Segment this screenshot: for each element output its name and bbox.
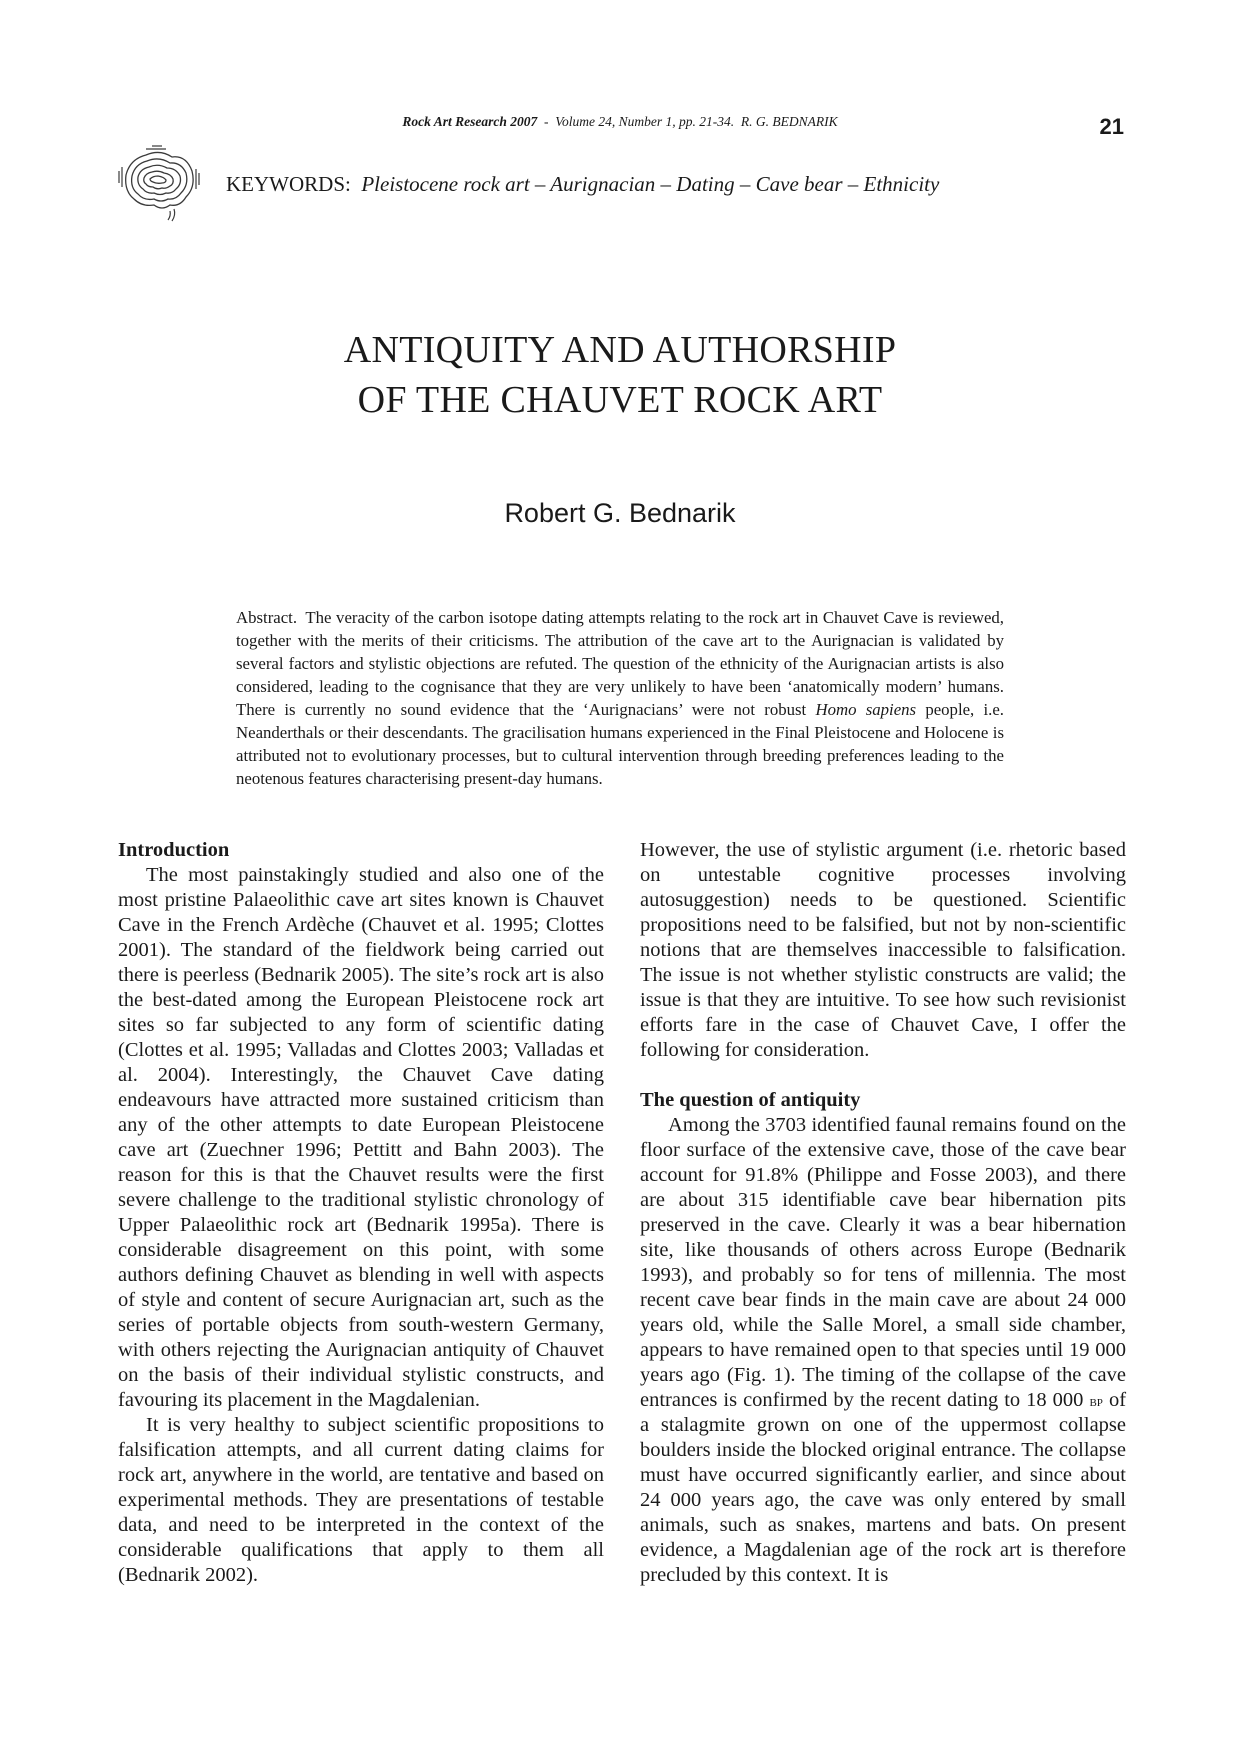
antiquity-text-1: Among the 3703 identified faunal remains found on the floor surface of the extensive cave, those of the cave bear account for 91.8% (Philippe and Fosse 2003), and there are about 315 identifiable cave bear hibernation pits preserved in the cave. Clearly it was a bear hibernation site, like thousands of others across Europe (Bednarik 1993), and probably so for tens of millennia. The most recent cave bear finds in the main cave are about 24 000 years old, while the Salle Morel, a small side chamber, appears to have remained open to that species until 19 000 years ago (Fig. 1). The timing of the collapse of the cave entrances is confirmed by the recent dating to 18 000 [640,1114,1126,1411]
abstract-text-2: people, i.e. Neanderthals or their descendants. The gracilisation humans experienced in the Final Pleistocene and Holocene is attributed not to evolutionary processes, but to cultural intervention through breeding preferences leading to the neotenous features characterising present-day humans. [236,700,1005,788]
abstract-label: Abstract. [236,608,298,627]
journal-name: Rock Art Research [402,114,507,129]
bp-abbreviation: bp [1089,1391,1103,1410]
running-head [0,114,1240,130]
left-column [118,838,604,1588]
running-head-separator: - [544,114,549,129]
article-title [0,325,1240,425]
journal-citation: Volume 24, Number 1, pp. 21-34. [555,114,735,129]
keywords-list: Pleistocene rock art – Aurignacian – Dating – Cave bear – Ethnicity [361,172,940,196]
introduction-paragraph-2: It is very healthy to subject scientific propositions to falsification attempts, and all current dating claims for rock art, anywhere in the world, are tentative and based on experimental methods. They are presentations of testable data, and need to be interpreted in the context of the considerable qualifications that apply to them all (Bednarik 2002). [118,1414,604,1586]
abstract-text-1: The veracity of the carbon isotope dating attempts relating to the rock art in Chauvet Cave is reviewed, together with the merits of their criticisms. The attribution of the cave art to the Aurignacian is validated by several factors and stylistic objections are refuted. The question of the ethnicity of the Aurignacian artists is also considered, leading to the cognisance that they are very unlikely to have been ‘anatomically modern’ humans. There is currently no sound evidence that the ‘Aurignacians’ were not robust [236,608,1004,719]
abstract [236,606,1004,790]
keywords-line [226,172,939,197]
journal-logo-icon [116,145,200,223]
journal-year: 2007 [510,114,538,129]
introduction-paragraph-1: The most painstakingly studied and also one of the most pristine Palaeolithic cave art sites known is Chauvet Cave in the French Ardèche (Chauvet et al. 1995; Clottes 2001). The standard of the fieldwork being carried out there is peerless (Bednarik 2005). The site’s rock art is also the best-dated among the European Pleistocene rock art sites so far subjected to any form of scientific dating (Clottes et al. 1995; Valladas and Clottes 2003; Valladas et al. 2004). Interestingly, the Chauvet Cave dating endeavours have attracted more sustained criticism than any of the other attempts to date European Pleistocene cave art (Zuechner 1996; Pettitt and Bahn 2003). The reason for this is that the Chauvet results were the first severe challenge to the traditional stylistic chronology of Upper Palaeolithic rock art (Bednarik 1995a). There is considerable disagreement on this point, with some authors defining Chauvet as blending in well with aspects of style and content of secure Aurignacian art, such as the series of portable objects from south-western Germany, with others rejecting the Aurignacian antiquity of Chauvet on the basis of their individual stylistic constructs, and favouring its placement in the Magdalenian. [118,864,604,1411]
antiquity-paragraph-1 [640,1113,1126,1588]
page-number: 21 [1099,114,1124,139]
introduction-paragraph-3: However, the use of stylistic argument (i.e. rhetoric based on untestable cognitive processes involving autosuggestion) needs to be questioned. Scientific propositions need to be falsified, but not by non-scientific notions that are themselves inaccessible to falsification. The issue is not whether stylistic constructs are valid; the issue is that they are intuitive. To see how such revisionist efforts fare in the case of Chauvet Cave, I offer the following for consideration. [640,839,1126,1061]
abstract-italic-term: Homo sapiens [815,700,917,719]
article-title-line-2: OF THE CHAUVET ROCK ART [357,379,883,421]
antiquity-text-2: of a stalagmite grown on one of the uppermost collapse boulders inside the blocked original entrance. The collapse must have occurred significantly earlier, and since about 24 000 years ago, the cave was only entered by small animals, such as snakes, martens and bats. On present evidence, a Magdalenian age of the rock art is therefore precluded by this context. It is [640,1389,1127,1586]
section-heading-introduction: Introduction [118,839,230,861]
article-author: Robert G. Bednarik [504,498,736,528]
section-heading-antiquity: The question of antiquity [640,1089,861,1111]
keywords-label: KEYWORDS: [226,172,351,196]
running-head-author: R. G. BEDNARIK [740,114,838,129]
right-column [640,838,1126,1588]
article-title-line-1: ANTIQUITY AND AUTHORSHIP [343,329,897,371]
